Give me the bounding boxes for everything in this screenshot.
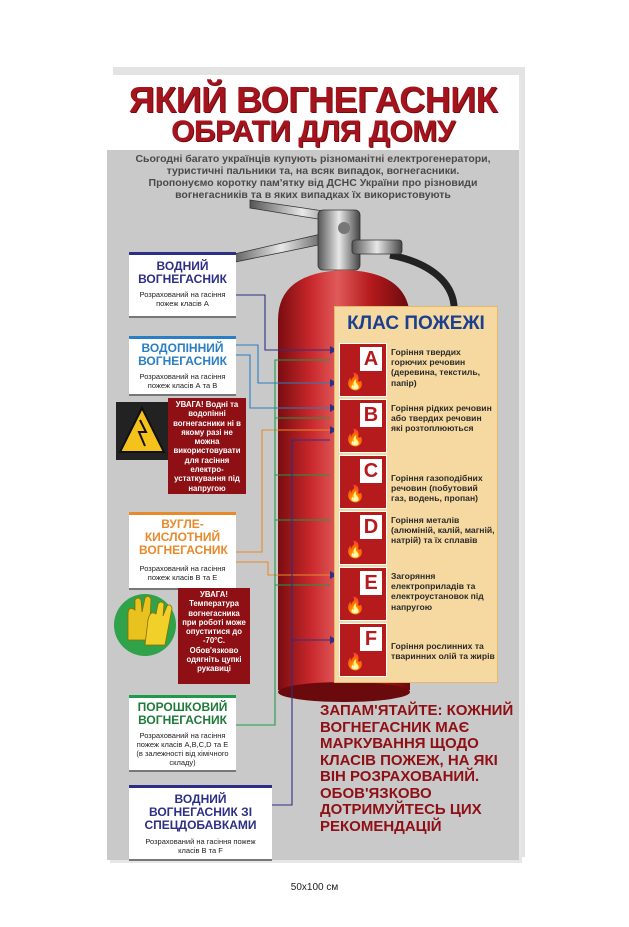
warning-electrical: УВАГА! Водні та водопінні вогнегасники ні в якому разі не можна використовувати для гасіння електро-устаткування під напругою	[168, 398, 246, 494]
metal-fire-icon: 🔥	[345, 542, 365, 559]
intro-line: вогнегасників та в яких випадках їх використовують	[175, 189, 451, 201]
electric-hazard-icon	[116, 402, 168, 460]
fire-class-description: Горіння рослинних та тваринних олій та жирів	[391, 641, 495, 662]
size-caption: 50х100 см	[290, 882, 339, 893]
fire-class-row-f	[339, 623, 493, 677]
fire-class-letter: E	[360, 571, 382, 595]
fire-class-icon	[339, 455, 387, 509]
fire-class-letter: F	[360, 627, 382, 651]
extinguisher-card-foam	[129, 336, 236, 396]
fire-class-description: Загоряння електроприладів та електроустановок під напругою	[391, 571, 484, 612]
fire-class-description: Горіння рідких речовин або твердих речовин які розтоплюються	[391, 403, 492, 434]
fire-class-letter: D	[360, 515, 382, 539]
card-description: Розрахований на гасіння пожеж класів В та F	[145, 837, 256, 855]
poster-title-line1: ЯКИЙ ВОГНЕГАСНИК	[128, 79, 498, 120]
fire-class-icon	[339, 399, 387, 453]
card-accent-bar	[129, 695, 236, 698]
fire-class-icon	[339, 511, 387, 565]
fire-class-row-d	[339, 511, 493, 565]
intro-line: Пропонуємо коротку пам'ятку від ДСНС України про різновиди	[148, 177, 478, 189]
fire-class-row-b	[339, 399, 493, 453]
card-description: Розрахований на гасіння пожеж класів В та Е	[139, 564, 226, 582]
liquid-fire-icon: 🔥	[345, 430, 365, 447]
extinguisher-card-water	[129, 252, 236, 318]
extinguisher-card-water-additives	[129, 785, 272, 861]
intro-line: Сьогодні багато українців купують різноманітні електрогенератори,	[135, 153, 491, 165]
fire-class-row-e	[339, 567, 493, 621]
card-title: ВОДНИЙ ВОГНЕГАСНИК ЗІ СПЕЦДОБАВКАМИ	[144, 792, 257, 832]
fire-class-panel	[334, 306, 498, 683]
card-accent-bar	[129, 512, 236, 515]
extinguisher-card-powder	[129, 695, 236, 772]
fire-class-icon	[339, 623, 387, 677]
card-title: ВОДНИЙ ВОГНЕГАСНИК	[138, 259, 227, 286]
card-accent-bar	[129, 336, 236, 339]
fire-class-description: Горіння твердих горючих речовин (деревина, текстиль, папір)	[391, 347, 481, 388]
card-title: ВОДОПІННИЙ ВОГНЕГАСНИК	[138, 341, 227, 368]
gloves-icon	[114, 594, 176, 656]
extinguisher-card-co2	[129, 512, 236, 590]
fire-class-letter: B	[360, 403, 382, 427]
poster-title-line2: ОБРАТИ ДЛЯ ДОМУ	[171, 115, 455, 148]
card-title: ВУГЛЕ-КИСЛОТНИЙ ВОГНЕГАСНИК	[139, 517, 228, 557]
card-description: Розрахований на гасіння пожеж класів А та В	[139, 372, 226, 390]
fire-class-icon	[339, 343, 387, 397]
fire-class-letter: A	[360, 347, 382, 371]
fire-class-row-a	[339, 343, 493, 397]
card-title: ПОРОШКОВИЙ ВОГНЕГАСНИК	[137, 700, 228, 727]
fire-class-row-c	[339, 455, 493, 509]
fire-class-icon	[339, 567, 387, 621]
fire-class-header: КЛАС ПОЖЕЖІ	[347, 313, 485, 334]
warning-temperature: УВАГА! Температура вогнегасника при роботі може опуститися до -70°С. Обов'язково одягніть цупкі рукавиці	[178, 588, 250, 684]
card-accent-bar	[129, 785, 272, 788]
card-description: Розрахований на гасіння пожеж класів А	[139, 290, 226, 308]
cooking-oil-fire-icon: 🔥	[345, 654, 365, 671]
card-accent-bar	[129, 252, 236, 255]
remember-notice: ЗАПАМ'ЯТАЙТЕ: КОЖНИЙ ВОГНЕГАСНИК МАЄ МАРКУВАННЯ ЩОДО КЛАСІВ ПОЖЕЖ, НА ЯКІ ВІН РОЗРАХОВАНИЙ. ОБОВ'ЯЗКОВО ДОТРИМУЙТЕСЬ ЦИХ РЕКОМЕНДАЦІЙ	[320, 702, 514, 835]
gas-fire-icon: 🔥	[345, 486, 365, 503]
fire-class-description: Горіння металів (алюміній, калій, магній, натрій) та їх сплавів	[391, 515, 495, 546]
fire-class-letter: C	[360, 459, 382, 483]
electric-fire-icon: 🔥	[345, 598, 365, 615]
wood-fire-icon: 🔥	[345, 374, 365, 391]
intro-line: туристичні пальники та, на всяк випадок, вогнегасники.	[166, 165, 460, 177]
card-description: Розрахований на гасіння пожеж класів A,B,C,D та E (в залежності від хімічного складу)	[136, 731, 229, 767]
fire-class-description: Горіння газоподібних речовин (побутовий газ, водень, пропан)	[391, 473, 483, 504]
